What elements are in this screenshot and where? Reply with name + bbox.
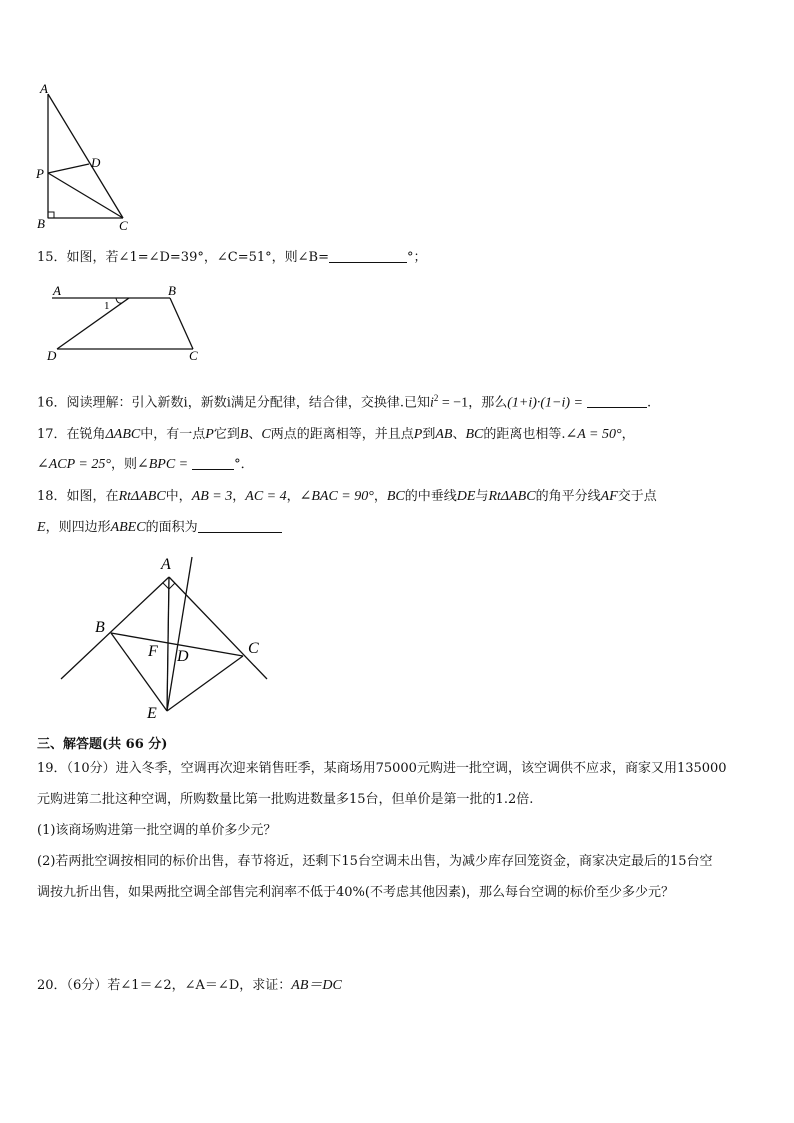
math-angle-bpc: ∠BPC = xyxy=(136,457,189,472)
question-text: 如图，若∠1=∠D=39°，∠C=51°，则∠B= xyxy=(66,250,329,265)
question-text: 若∠1＝∠2，∠A＝∠D，求证： xyxy=(107,978,292,993)
section-title: 三、解答题(共 66 分) xyxy=(37,737,168,752)
text: 两点的距离相等，并且点 xyxy=(270,427,414,442)
segment-d-to-ab xyxy=(57,298,129,349)
point-label-d: D xyxy=(177,648,189,665)
segment-pc xyxy=(48,173,123,218)
question-19-sub-2-line-1 xyxy=(37,853,713,871)
math-rt-triangle: RtΔABC xyxy=(118,489,166,504)
math-rt-triangle: RtΔABC xyxy=(488,489,536,504)
line-ab-extended xyxy=(61,577,169,679)
math-bc: BC xyxy=(386,489,405,504)
point-label-c: C xyxy=(248,640,259,657)
text: 在锐角 xyxy=(66,427,106,442)
point-label-b: B xyxy=(168,283,176,298)
math-sup: 2 xyxy=(433,393,439,403)
text: 的中垂线 xyxy=(404,489,457,504)
point-label-a: A xyxy=(53,283,61,298)
question-18-line-2 xyxy=(37,519,282,537)
math-eq: = −1 xyxy=(438,395,469,411)
text: ， xyxy=(373,489,387,504)
point-label-c: C xyxy=(189,348,198,363)
angle-1-arc xyxy=(116,298,122,303)
question-19-line-2 xyxy=(37,791,533,809)
right-angle-mark xyxy=(48,212,54,218)
point-label-b: B xyxy=(37,216,45,231)
question-number: 15． xyxy=(37,250,67,265)
text: 、 xyxy=(248,427,262,442)
math-bc: BC xyxy=(465,427,484,442)
math-af: AF xyxy=(600,489,618,504)
math-expr: (1+i)·(1−i) = xyxy=(507,395,583,411)
text: 到 xyxy=(422,427,436,442)
question-text: 调按九折出售，如果两批空调全部售完利润率不低于40%(不考虑其他因素)，那么每台空调的标价至少多少元？ xyxy=(37,885,675,900)
math-triangle: ΔABC xyxy=(105,427,141,442)
text: ， xyxy=(232,489,246,504)
segment-bc xyxy=(170,298,193,349)
question-16 xyxy=(37,389,651,412)
text: °． xyxy=(234,457,254,472)
segment-ac xyxy=(48,94,123,218)
segment-be xyxy=(111,633,167,711)
answer-blank[interactable] xyxy=(198,519,282,533)
math-angle-acp: ∠ACP = 25° xyxy=(37,457,111,472)
segment-pd xyxy=(48,164,89,173)
text: ， xyxy=(621,427,635,442)
question-17-line-1 xyxy=(37,426,635,444)
question-17-line-2 xyxy=(37,456,254,474)
question-number: 20． xyxy=(37,978,67,993)
question-number: 16． xyxy=(37,395,67,411)
math-p: P xyxy=(413,427,423,442)
question-20 xyxy=(37,977,342,995)
question-19-sub-2-line-2 xyxy=(37,884,674,902)
point-label-a: A xyxy=(40,81,48,96)
text: ，则 xyxy=(110,457,137,472)
math-c: C xyxy=(261,427,271,442)
point-label-c: C xyxy=(119,218,128,233)
figure-right-triangle-apdc xyxy=(30,80,140,235)
point-label-d: D xyxy=(91,155,101,170)
question-18-line-1 xyxy=(37,488,657,506)
segment-ae xyxy=(167,577,169,711)
question-19-line-1 xyxy=(37,760,727,778)
point-label-d: D xyxy=(47,348,57,363)
point-label-b: B xyxy=(95,619,105,636)
text: 中， xyxy=(165,489,192,504)
text: 与 xyxy=(475,489,489,504)
text: ，则四边形 xyxy=(45,520,111,535)
math-angle-bac: ∠BAC = 90° xyxy=(299,489,374,504)
math-b: B xyxy=(239,427,249,442)
figure-quadrilateral-abec xyxy=(55,553,275,723)
question-text: 阅读理解：引入新数i，新数i满足分配律，结合律，交换律.已知 xyxy=(66,395,430,411)
math-proof-target: AB＝DC xyxy=(291,978,342,993)
question-number: 19． xyxy=(37,761,67,776)
question-number: 18． xyxy=(37,489,67,504)
math-e: E xyxy=(37,520,46,535)
text: 中，有一点 xyxy=(140,427,206,442)
point-label-a: A xyxy=(161,556,171,573)
question-text: 进入冬季，空调再次迎来销售旺季，某商场用75000元购进一批空调，该空调供不应求，商家又用135000 xyxy=(115,761,727,776)
point-label-e: E xyxy=(147,705,157,722)
angle-label-1: 1 xyxy=(104,300,110,312)
point-label-p: P xyxy=(36,166,44,181)
question-end: . xyxy=(646,395,652,411)
math-ac: AC = 4 xyxy=(245,489,287,504)
text: 的面积为 xyxy=(145,520,198,535)
question-score: （10分） xyxy=(66,761,116,776)
question-19-sub-1 xyxy=(37,822,276,840)
math-angle-a: ∠A = 50° xyxy=(565,427,622,442)
math-ab: AB = 3 xyxy=(191,489,233,504)
question-text: (2)若两批空调按相同的标价出售，春节将近，还剩下15台空调未出售，为减少库存回笼资金，商家决定最后的15台空 xyxy=(37,854,713,869)
question-15 xyxy=(37,249,426,267)
question-text: 元购进第二批这种空调，所购数量比第一批购进数量多15台，但单价是第一批的1.2倍. xyxy=(37,792,534,807)
figure-trapezoid-abcd xyxy=(44,283,209,363)
math-abec: ABEC xyxy=(110,520,146,535)
answer-blank[interactable] xyxy=(329,249,407,263)
perpendicular-de xyxy=(167,557,192,711)
point-label-f: F xyxy=(148,643,158,660)
text: 的距离也相等. xyxy=(483,427,566,442)
math-de: DE xyxy=(456,489,476,504)
question-text-mid: ，那么 xyxy=(468,395,508,411)
question-text: (1)该商场购进第一批空调的单价多少元？ xyxy=(37,823,277,838)
question-text-tail: °； xyxy=(406,250,427,265)
answer-blank[interactable] xyxy=(192,456,234,470)
math-ab: AB xyxy=(435,427,453,442)
math-p: P xyxy=(205,427,214,442)
answer-blank[interactable] xyxy=(587,394,647,408)
text: 它到 xyxy=(213,427,240,442)
question-score: （6分） xyxy=(66,978,108,993)
text: 、 xyxy=(452,427,466,442)
text: ， xyxy=(286,489,300,504)
text: 如图，在 xyxy=(66,489,119,504)
question-number: 17． xyxy=(37,427,67,442)
text: 交于点 xyxy=(617,489,657,504)
math-i: i xyxy=(430,395,434,411)
text: 的角平分线 xyxy=(535,489,601,504)
